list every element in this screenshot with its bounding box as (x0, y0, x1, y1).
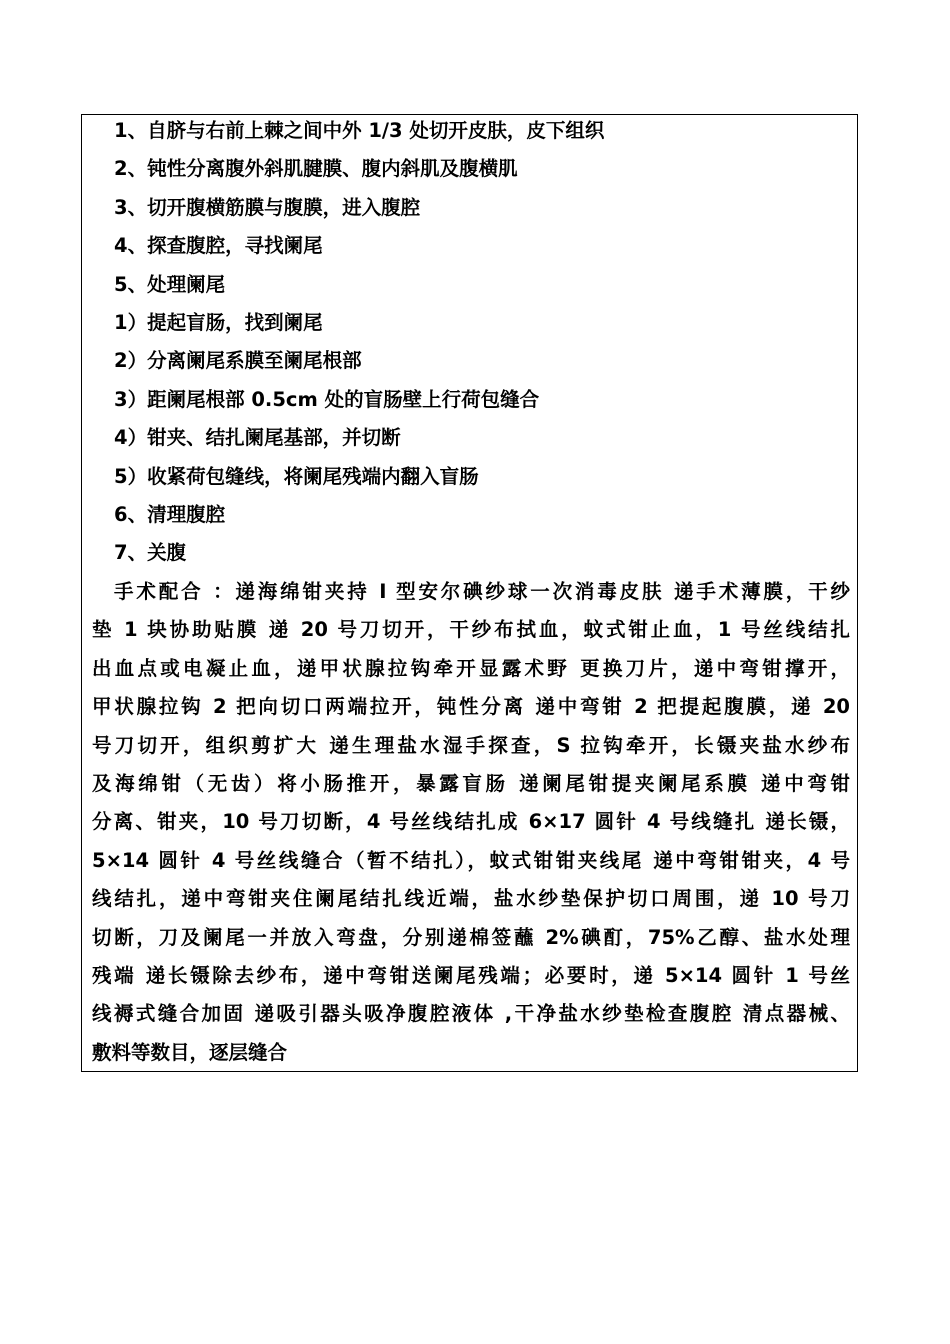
paragraph-line: 号刀切开，组织剪扩大 递生理盐水湿手探查，S 拉钩牵开，长镊夹盐水纱布 (92, 733, 850, 757)
step-line: 7、关腹 (114, 541, 187, 565)
step-line: 2、钝性分离腹外斜肌腱膜、腹内斜肌及腹横肌 (114, 157, 518, 181)
step-line: 6、清理腹腔 (114, 503, 226, 527)
step-line: 1、自脐与右前上棘之间中外 1/3 处切开皮肤，皮下组织 (114, 119, 605, 142)
paragraph-line: 及海绵钳（无齿）将小肠推开，暴露盲肠 递阑尾钳提夹阑尾系膜 递中弯钳 (92, 771, 850, 795)
paragraph-line: 分离、钳夹，10 号刀切断，4 号丝线结扎成 6×17 圆针 4 号线缝扎 递长镊， (92, 810, 850, 834)
paragraph-line: 5×14 圆针 4 号丝线缝合（暂不结扎），蚊式钳钳夹线尾 递中弯钳钳夹，4 号 (92, 848, 850, 872)
paragraph-line: 出血点或电凝止血，递甲状腺拉钩牵开显露术野 更换刀片，递中弯钳撑开， (92, 656, 850, 680)
procedure-text (92, 115, 850, 1072)
step-line: 5、处理阑尾 (114, 272, 226, 296)
step-line: 5）收紧荷包缝线，将阑尾残端内翻入盲肠 (114, 464, 479, 488)
step-line: 2）分离阑尾系膜至阑尾根部 (114, 349, 362, 373)
paragraph-line: 甲状腺拉钩 2 把向切口两端拉开，钝性分离 递中弯钳 2 把提起腹膜，递 20 (92, 695, 850, 719)
paragraph-line: 线褥式缝合加固 递吸引器头吸净腹腔液体 ,干净盐水纱垫检查腹腔 清点器械、 (92, 1002, 850, 1026)
paragraph-line: 垫 1 块协助贴膜 递 20 号刀切开，干纱布拭血，蚊式钳止血，1 号丝线结扎 (92, 618, 850, 642)
step-line: 4、探查腹腔，寻找阑尾 (114, 234, 323, 258)
step-line: 3）距阑尾根部 0.5cm 处的盲肠壁上行荷包缝合 (114, 387, 540, 411)
step-line: 3、切开腹横筋膜与腹膜，进入腹腔 (114, 195, 421, 219)
paragraph-line: 手术配合 ：递海绵钳夹持 I 型安尔碘纱球一次消毒皮肤 递手术薄膜，干纱 (114, 579, 850, 603)
step-line: 1）提起盲肠，找到阑尾 (114, 311, 323, 335)
paragraph-line: 敷料等数目，逐层缝合 (92, 1040, 288, 1064)
step-line: 4）钳夹、结扎阑尾基部，并切断 (114, 426, 401, 450)
content-table-cell (81, 114, 858, 1072)
paragraph-line: 切断，刀及阑尾一并放入弯盘，分别递棉签蘸 2%碘酊，75%乙醇、盐水处理 (92, 925, 850, 949)
paragraph-line: 线结扎，递中弯钳夹住阑尾结扎线近端，盐水纱垫保护切口周围，递 10 号刀 (92, 887, 850, 911)
surgical-cooperation-paragraph (92, 573, 850, 1072)
paragraph-line: 残端 递长镊除去纱布，递中弯钳送阑尾残端；必要时，递 5×14 圆针 1 号丝 (92, 963, 850, 987)
